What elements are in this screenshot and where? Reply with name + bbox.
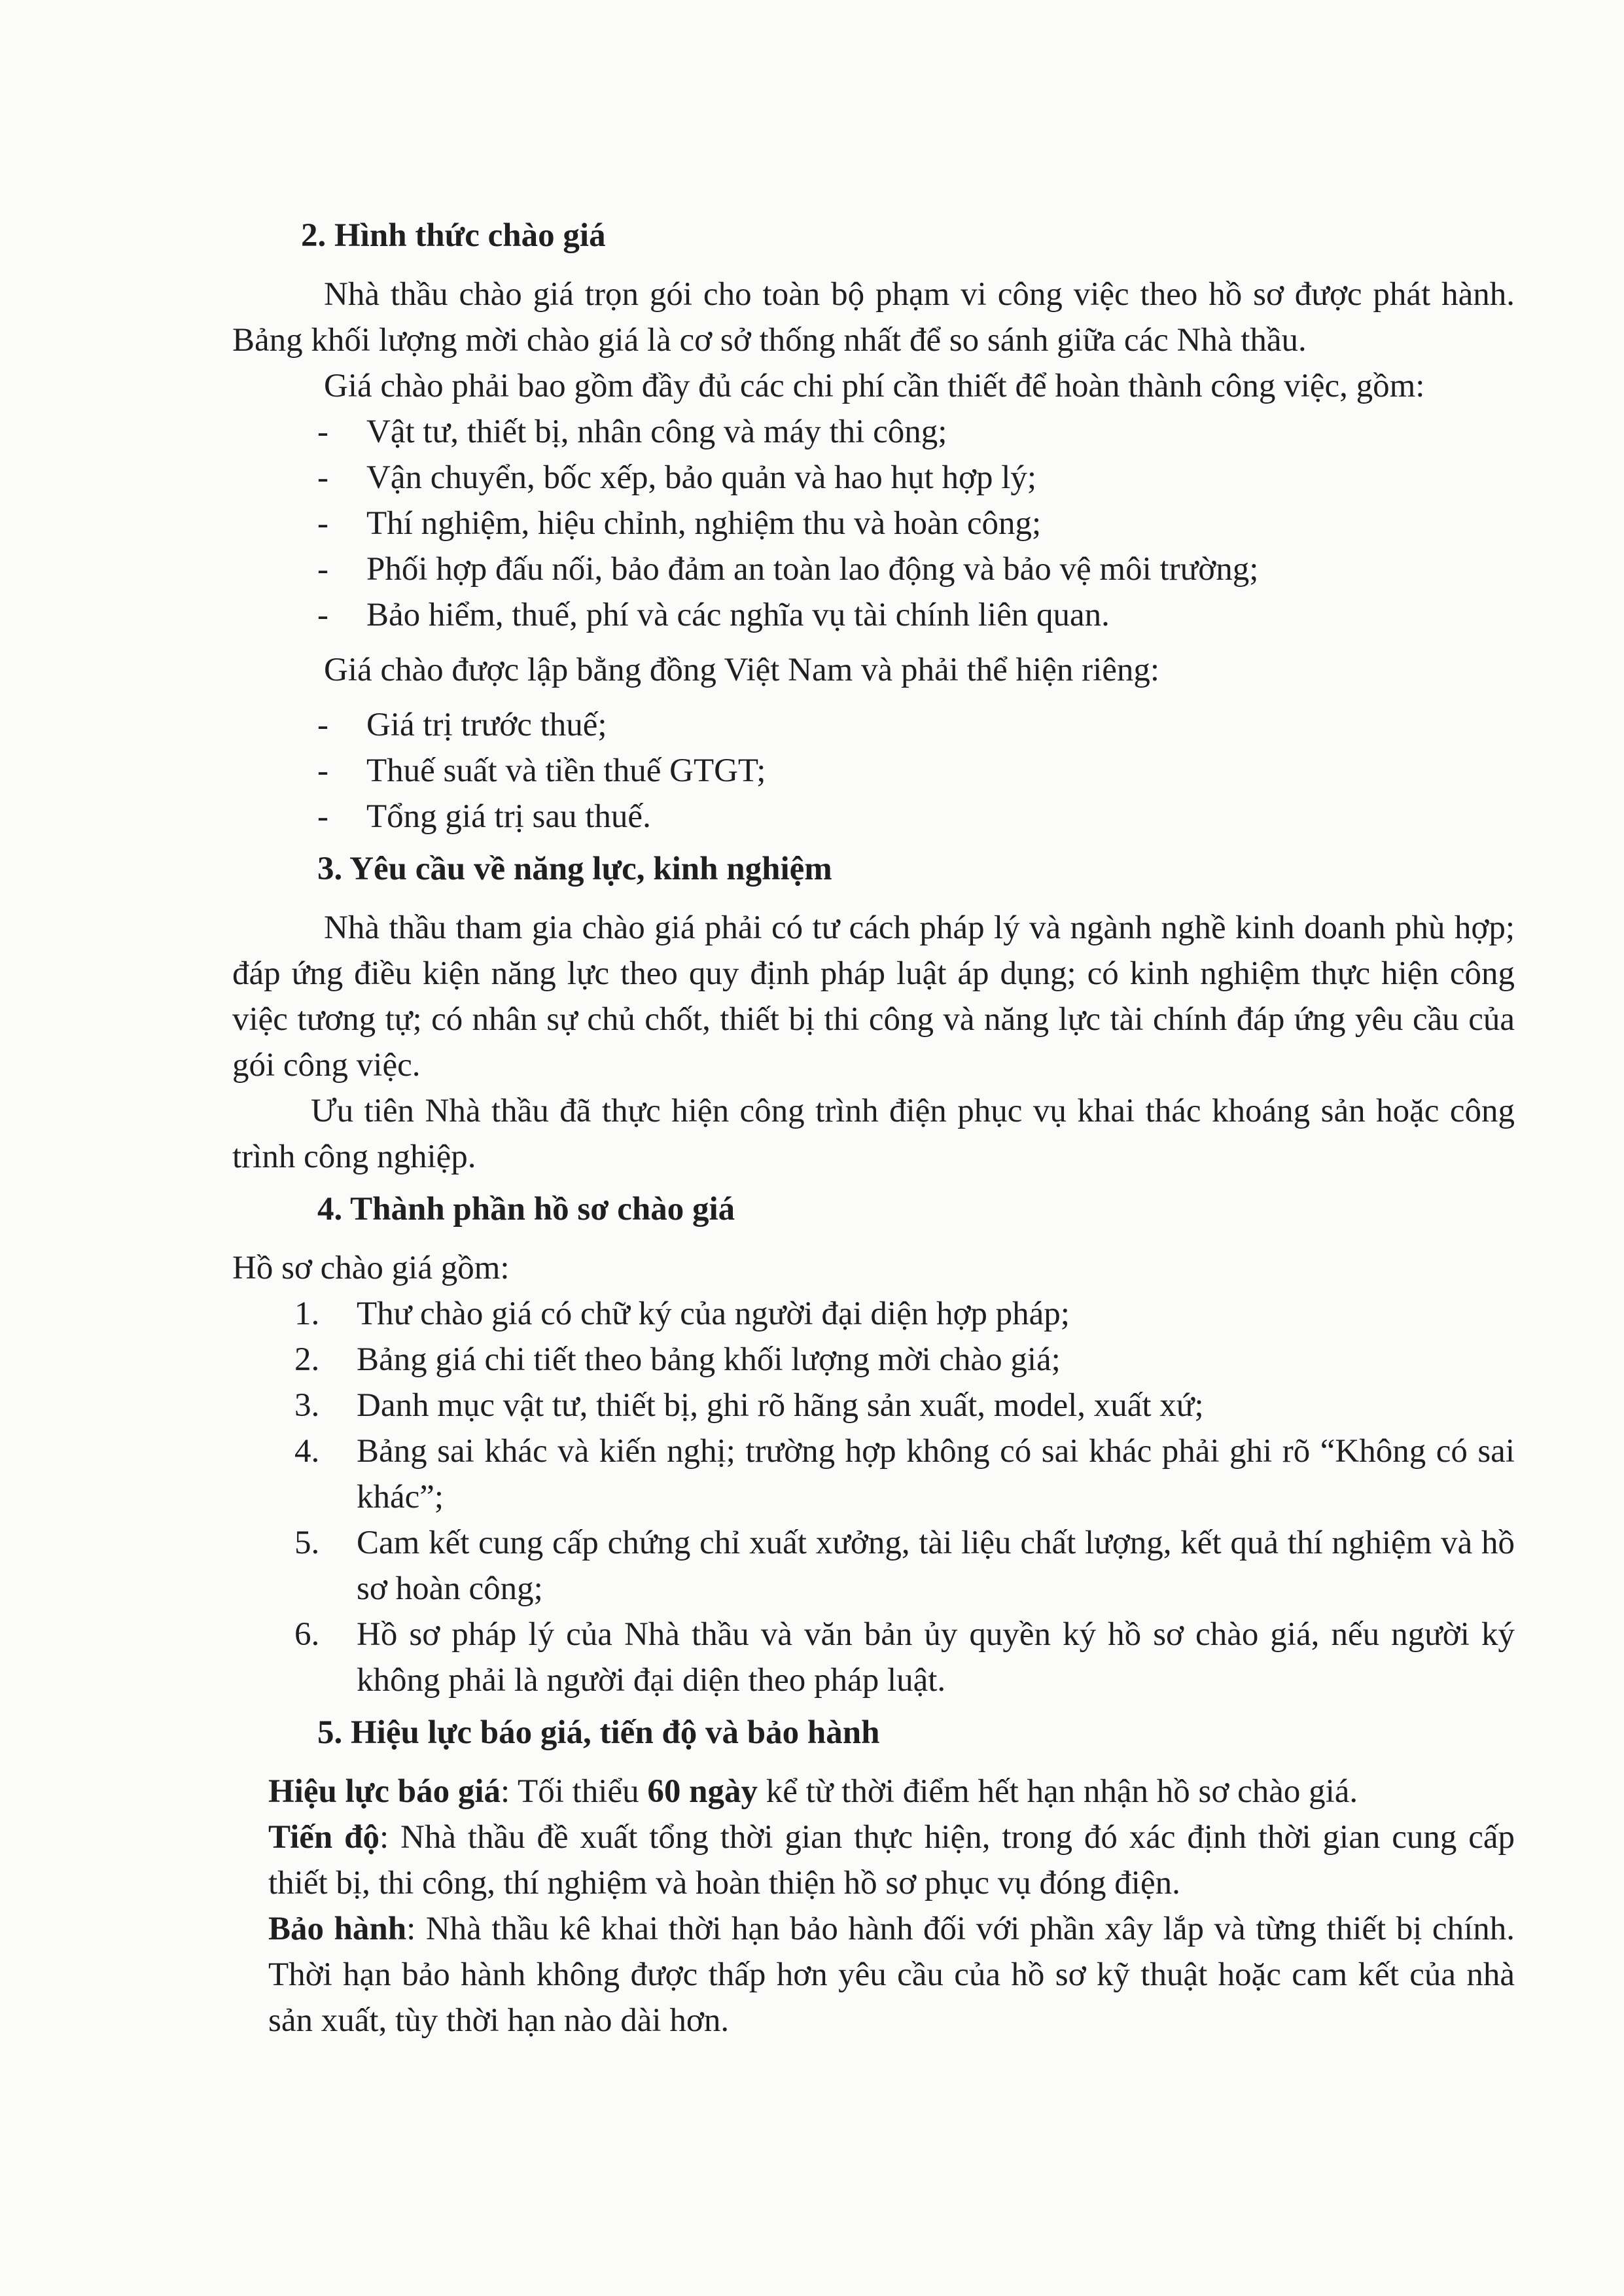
warranty-paragraph [232, 1906, 1515, 2043]
document-list-item [294, 1612, 1515, 1703]
document-list-item [294, 1383, 1515, 1428]
section-2-paragraph-3: Giá chào được lập bằng đồng Việt Nam và phải thể hiện riêng: [324, 652, 1160, 688]
item-number: 4. [294, 1433, 320, 1470]
cost-item: - Vận chuyển, bốc xếp, bảo quản và hao hụt hợp lý; [317, 455, 1515, 501]
section-4-intro: Hồ sơ chào giá gồm: [232, 1250, 510, 1286]
section-3-paragraph-1: Nhà thầu tham gia chào giá phải có tư cách pháp lý và ngành nghề kinh doanh phù hợp; đáp ứng điều kiện năng lực theo quy định pháp luật áp dụng; có kinh nghiệm thực hiện công việc tương tự; có nhân sự chủ chốt, thiết bị thi công và năng lực tài chính đáp ứng yêu cầu của gói công việc. [232, 910, 1515, 1084]
cost-item: - Vật tư, thiết bị, nhân công và máy thi công; [317, 409, 1515, 455]
document-body [232, 213, 1515, 2043]
item-text: Bảng sai khác và kiến nghị; trường hợp không có sai khác phải ghi rõ “Không có sai khác”; [357, 1433, 1515, 1515]
section-4-title: 4. Thành phần hồ sơ chào giá [317, 1191, 735, 1227]
document-list-item [294, 1520, 1515, 1612]
validity-text: : Tối thiểu [501, 1773, 648, 1810]
document-list [232, 1291, 1515, 1703]
cost-item: - Thí nghiệm, hiệu chỉnh, nghiệm thu và hoàn công; [317, 501, 1515, 546]
section-5-title: 5. Hiệu lực báo giá, tiến độ và bảo hành [317, 1714, 880, 1751]
item-number: 2. [294, 1341, 320, 1378]
section-3-paragraph-2: Ưu tiên Nhà thầu đã thực hiện công trình điện phục vụ khai thác khoáng sản hoặc công trình công nghiệp. [232, 1093, 1515, 1175]
price-value-item: - Thuế suất và tiền thuế GTGT; [317, 748, 1515, 794]
progress-label: Tiến độ [268, 1819, 380, 1856]
progress-paragraph [232, 1814, 1515, 1906]
document-list-item [294, 1291, 1515, 1337]
section-2-title: 2. Hình thức chào giá [301, 217, 606, 254]
document-list-item [294, 1428, 1515, 1520]
section-3-title: 3. Yêu cầu về năng lực, kinh nghiệm [317, 851, 832, 887]
section-2-paragraph-2: Giá chào phải bao gồm đầy đủ các chi phí cần thiết để hoàn thành công việc, gồm: [324, 368, 1425, 404]
validity-label: Hiệu lực báo giá [268, 1773, 501, 1810]
cost-item: - Phối hợp đấu nối, bảo đảm an toàn lao động và bảo vệ môi trường; [317, 546, 1515, 592]
item-text: Thư chào giá có chữ ký của người đại diện hợp pháp; [357, 1296, 1070, 1332]
item-number: 5. [294, 1525, 320, 1561]
item-text: Danh mục vật tư, thiết bị, ghi rõ hãng sản xuất, model, xuất xứ; [357, 1387, 1204, 1424]
document-list-item [294, 1337, 1515, 1383]
item-text: Hồ sơ pháp lý của Nhà thầu và văn bản ủy quyền ký hồ sơ chào giá, nếu người ký không phải là người đại diện theo pháp luật. [357, 1616, 1515, 1699]
item-text: Bảng giá chi tiết theo bảng khối lượng mời chào giá; [357, 1341, 1061, 1378]
item-number: 6. [294, 1616, 320, 1653]
validity-paragraph [232, 1769, 1515, 1814]
validity-text-end: kể từ thời điểm hết hạn nhận hồ sơ chào giá. [757, 1773, 1358, 1810]
price-value-item: - Giá trị trước thuế; [317, 702, 1515, 748]
item-number: 1. [294, 1296, 320, 1332]
item-number: 3. [294, 1387, 320, 1424]
progress-text: : Nhà thầu đề xuất tổng thời gian thực hiện, trong đó xác định thời gian cung cấp thiết bị, thi công, thí nghiệm và hoàn thiện hồ sơ phục vụ đóng điện. [268, 1819, 1515, 1901]
warranty-text: : Nhà thầu kê khai thời hạn bảo hành đối với phần xây lắp và từng thiết bị chính. Thời hạn bảo hành không được thấp hơn yêu cầu của hồ sơ kỹ thuật hoặc cam kết của nhà sản xuất, tùy thời hạn nào dài hơn. [268, 1911, 1515, 2039]
section-2-paragraph-1: Nhà thầu chào giá trọn gói cho toàn bộ phạm vi công việc theo hồ sơ được phát hành. Bảng khối lượng mời chào giá là cơ sở thống nhất để so sánh giữa các Nhà thầu. [232, 276, 1515, 359]
price-value-list [232, 702, 1515, 839]
cost-list [232, 409, 1515, 638]
warranty-label: Bảo hành [268, 1911, 407, 1947]
validity-days: 60 ngày [647, 1773, 758, 1810]
cost-item: - Bảo hiểm, thuế, phí và các nghĩa vụ tài chính liên quan. [317, 592, 1515, 638]
item-text: Cam kết cung cấp chứng chỉ xuất xưởng, tài liệu chất lượng, kết quả thí nghiệm và hồ sơ hoàn công; [357, 1525, 1515, 1607]
price-value-item: - Tổng giá trị sau thuế. [317, 794, 1515, 839]
